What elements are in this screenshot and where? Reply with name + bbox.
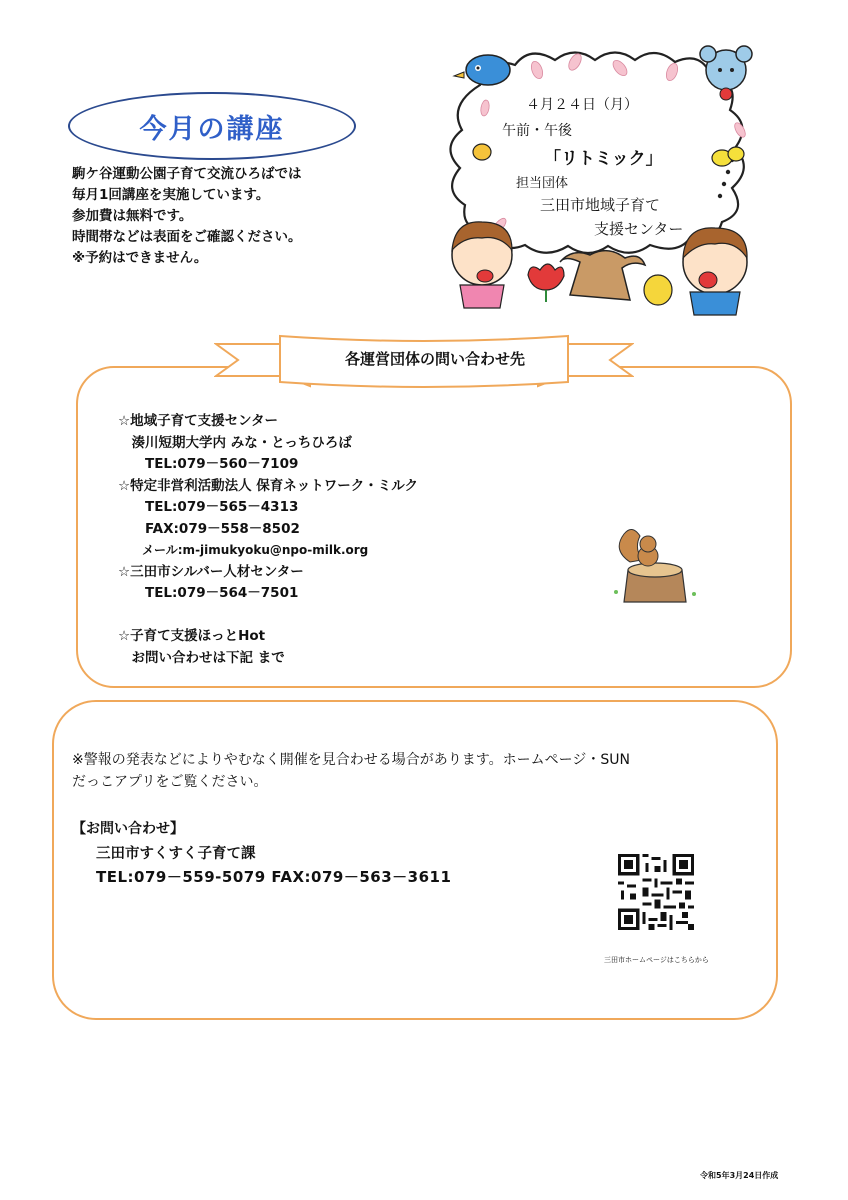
intro-text bbox=[72, 164, 302, 269]
contact-line: お問い合わせは下記 まで bbox=[118, 649, 285, 666]
cloud-illustration bbox=[440, 40, 760, 320]
intro-line: 参加費は無料です。 bbox=[72, 208, 193, 224]
intro-line: 毎月1回講座を実施しています。 bbox=[72, 187, 270, 203]
contact-line: 湊川短期大学内 みな・とっちひろば bbox=[118, 434, 352, 451]
qr-caption: 三田市ホームページはこちらから bbox=[604, 956, 709, 964]
contact-line bbox=[118, 605, 418, 627]
contact-line: TEL:079－560－7109 bbox=[118, 456, 299, 472]
contacts-banner-text: 各運営団体の問い合わせ先 bbox=[344, 350, 525, 368]
squirrel-stump-illustration bbox=[610, 520, 700, 610]
contact-line: メール:m-jimukyoku@npo-milk.org bbox=[118, 543, 369, 557]
event-org-line2: 支援センター bbox=[594, 220, 684, 238]
qr-code[interactable] bbox=[618, 854, 694, 930]
contact-line: ☆子育て支援ほっとHot bbox=[118, 628, 266, 644]
page-title-text: 今月の講座 bbox=[139, 113, 285, 145]
contact-line: ☆三田市シルバー人材センター bbox=[118, 563, 304, 580]
notice-text bbox=[72, 749, 630, 793]
contact-line: ☆地域子育て支援センター bbox=[118, 413, 279, 429]
contact-line: TEL:079－565－4313 bbox=[118, 499, 299, 515]
inquiry-title: 【お問い合わせ】 bbox=[72, 821, 184, 837]
page-title bbox=[68, 92, 356, 160]
event-date: ４月２４日（月） bbox=[526, 97, 638, 113]
notice-line1: ※警報の発表などによりやむなく開催を見合わせる場合があります。ホームページ・SUN bbox=[72, 752, 630, 768]
inquiry-department: 三田市すくすく子育て課 bbox=[96, 846, 256, 862]
intro-line: ※予約はできません。 bbox=[72, 250, 208, 266]
contacts-list bbox=[118, 411, 418, 669]
contact-line: FAX:079－558－8502 bbox=[118, 520, 300, 537]
event-name: 「リトミック」 bbox=[544, 149, 663, 169]
footer-date: 令和5年3月24日作成 bbox=[700, 1171, 779, 1180]
notice-line2: だっこアプリをご覧ください。 bbox=[72, 774, 268, 790]
contact-line: TEL:079－564－7501 bbox=[118, 585, 299, 601]
inquiry-tel-fax: TEL:079－559-5079 FAX:079－563－3611 bbox=[96, 868, 452, 886]
event-org-label: 担当団体 bbox=[516, 176, 569, 191]
event-time: 午前・午後 bbox=[502, 123, 572, 139]
intro-line: 時間帯などは表面をご確認ください。 bbox=[72, 229, 302, 245]
event-cloud bbox=[440, 40, 760, 320]
intro-line: 駒ケ谷運動公園子育て交流ひろばでは bbox=[72, 166, 302, 182]
event-org-line1: 三田市地域子育て bbox=[540, 196, 661, 214]
contact-line: ☆特定非営利活動法人 保育ネットワーク・ミルク bbox=[118, 477, 419, 494]
